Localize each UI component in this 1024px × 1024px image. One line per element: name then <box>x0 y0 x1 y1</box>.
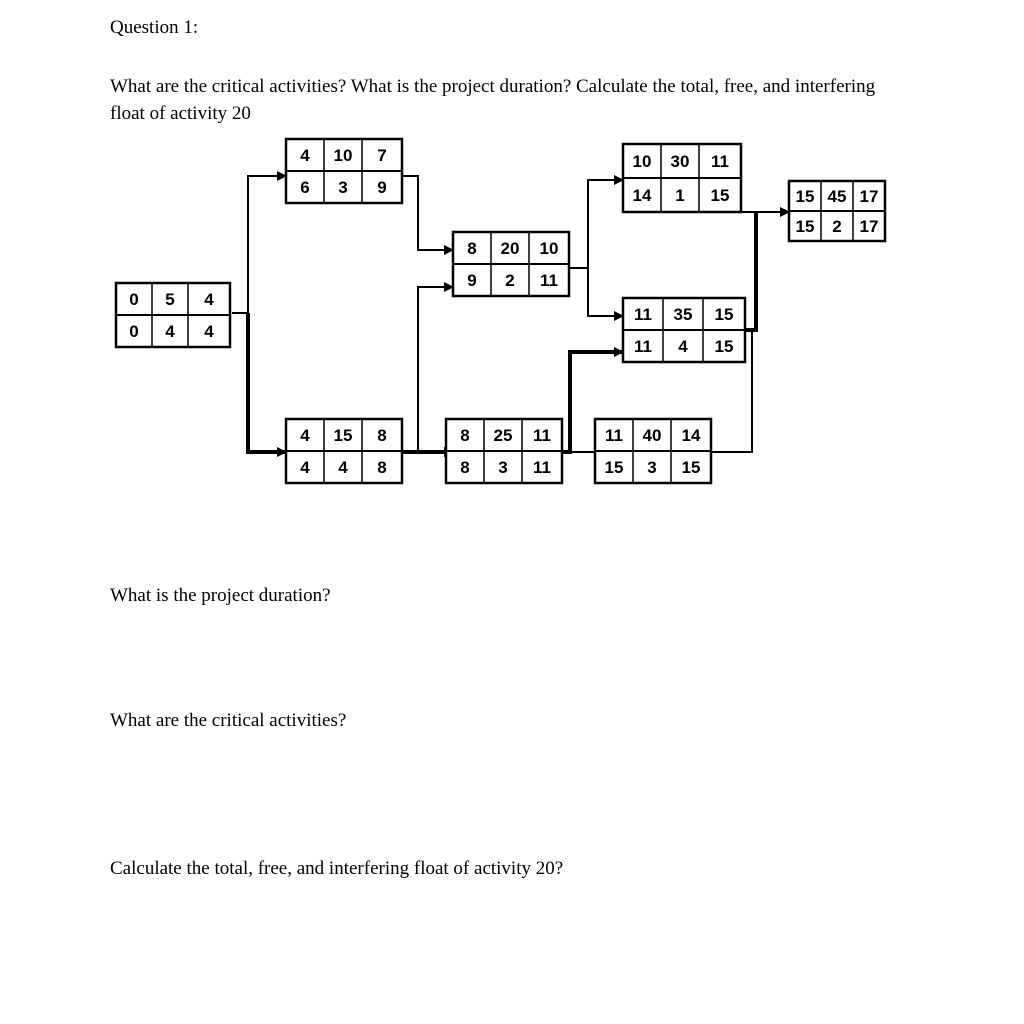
node-40-bottom-cell-2: 15 <box>681 458 701 477</box>
node-20-top-cell-2: 10 <box>539 239 559 258</box>
node-10-bottom-cell-0: 6 <box>300 178 310 197</box>
node-45-bottom-cell-0: 15 <box>795 217 815 236</box>
activity-node-10 <box>286 139 402 203</box>
activity-node-40 <box>595 419 711 483</box>
node-15-top-cell-1: 15 <box>333 426 353 445</box>
node-30-bottom-cell-1: 1 <box>675 186 685 205</box>
activity-node-5 <box>116 283 230 347</box>
node-35-bottom-cell-1: 4 <box>678 337 688 356</box>
node-25-top-cell-1: 25 <box>493 426 513 445</box>
node-25-top-cell-2: 11 <box>533 426 551 445</box>
node-20-bottom-cell-1: 2 <box>505 271 515 290</box>
node-15-bottom-cell-1: 4 <box>338 458 348 477</box>
node-40-top-cell-2: 14 <box>681 426 701 445</box>
node-35-top-cell-2: 15 <box>714 305 734 324</box>
node-5-bottom-cell-2: 4 <box>204 322 214 341</box>
node-35-top-cell-0: 11 <box>634 305 652 324</box>
activity-node-15 <box>286 419 402 483</box>
sub-question-duration: What is the project duration? <box>110 585 331 606</box>
node-45-bottom-cell-2: 17 <box>859 217 879 236</box>
node-45-top-cell-1: 45 <box>827 187 847 206</box>
node-40-bottom-cell-0: 15 <box>604 458 624 477</box>
node-10-bottom-cell-1: 3 <box>338 178 348 197</box>
node-20-bottom-cell-2: 11 <box>540 271 558 290</box>
node-25-bottom-cell-0: 8 <box>460 458 470 477</box>
question-heading: Question 1: <box>110 17 199 38</box>
node-40-bottom-cell-1: 3 <box>647 458 657 477</box>
node-25-bottom-cell-1: 3 <box>498 458 508 477</box>
node-5-bottom-cell-0: 0 <box>129 322 139 341</box>
node-30-top-cell-1: 30 <box>670 152 690 171</box>
node-20-top-cell-1: 20 <box>500 239 520 258</box>
node-5-top-cell-1: 5 <box>165 290 175 309</box>
activity-node-30 <box>623 144 741 212</box>
connector-10-20 <box>402 176 452 250</box>
node-25-bottom-cell-2: 11 <box>533 458 551 477</box>
node-20-top-cell-0: 8 <box>467 239 477 258</box>
node-10-top-cell-2: 7 <box>377 146 387 165</box>
node-20-bottom-cell-0: 9 <box>467 271 477 290</box>
node-15-top-cell-0: 4 <box>300 426 310 445</box>
node-30-bottom-cell-0: 14 <box>632 186 652 205</box>
node-10-bottom-cell-2: 9 <box>377 178 387 197</box>
node-30-top-cell-0: 10 <box>632 152 652 171</box>
node-30-bottom-cell-2: 15 <box>710 186 730 205</box>
node-45-bottom-cell-1: 2 <box>832 217 842 236</box>
node-10-top-cell-0: 4 <box>300 146 310 165</box>
connector-20-30 <box>570 180 622 268</box>
node-5-top-cell-0: 0 <box>129 290 139 309</box>
sub-question-critical: What are the critical activities? <box>110 710 347 731</box>
node-15-bottom-cell-2: 8 <box>377 458 387 477</box>
node-45-top-cell-0: 15 <box>795 187 815 206</box>
node-25-top-cell-0: 8 <box>460 426 470 445</box>
node-30-top-cell-2: 11 <box>711 152 729 171</box>
node-35-bottom-cell-2: 15 <box>714 337 734 356</box>
node-35-bottom-cell-0: 11 <box>634 337 652 356</box>
node-40-top-cell-0: 11 <box>605 426 623 445</box>
node-10-top-cell-1: 10 <box>333 146 353 165</box>
node-35-top-cell-1: 35 <box>673 305 693 324</box>
activity-node-25 <box>446 419 562 483</box>
node-40-top-cell-1: 40 <box>642 426 662 445</box>
node-5-bottom-cell-1: 4 <box>165 322 175 341</box>
node-15-bottom-cell-0: 4 <box>300 458 310 477</box>
question-text: What are the critical activities? What is the project duration? Calculate the total, free, and interfering float of activity 20 <box>110 76 876 124</box>
node-45-top-cell-2: 17 <box>859 187 879 206</box>
connector-5-15 <box>248 313 285 452</box>
node-5-top-cell-2: 4 <box>204 290 214 309</box>
connector-20-35 <box>588 268 622 316</box>
activity-node-35 <box>623 298 745 362</box>
sub-question-float: Calculate the total, free, and interfering float of activity 20? <box>110 858 564 879</box>
activity-node-20 <box>453 232 569 296</box>
activity-node-45 <box>789 181 885 241</box>
connector-5-10 <box>232 176 285 313</box>
node-15-top-cell-2: 8 <box>377 426 387 445</box>
